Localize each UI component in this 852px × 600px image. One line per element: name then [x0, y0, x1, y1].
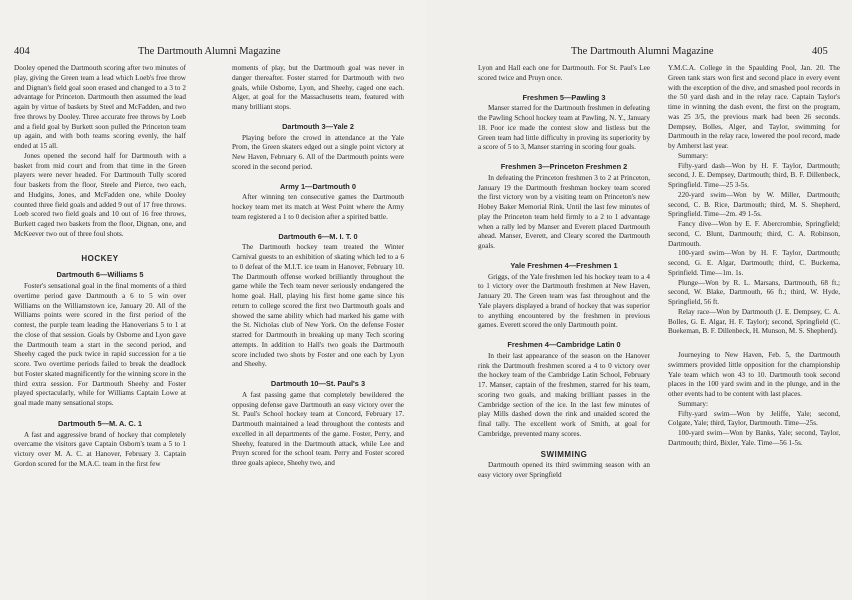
column-1: [14, 64, 186, 594]
paragraph: Lyon and Hall each one for Dartmouth. For St. Paul's Lee scored twice and Pruyn once.: [478, 64, 650, 82]
paragraph: A fast and aggressive brand of hockey that completely overcame the visitors gave Captain Osborn's team a 5 to 1 victory over M. A. C. at Hanover, February 3. Captain Gordon scored for the M.A.C. team in the first few: [14, 430, 186, 468]
paragraph: A fast passing game that completely bewildered the opposing defense gave Dartmouth an easy victory over the St. Paul's School hockey team at Concord, February 17. Dartmouth maintained a lead throughout the contests and excelled in all departments of the game. Foster, Perry, and Sheehy, featured in the Dartmouth attack, while Lee and Pruyn scored for the school team. Perry and Foster scored three goals apiece, Sheehy two, and: [232, 390, 404, 467]
summary-label: Summary:: [678, 151, 708, 160]
page-number-right: 405: [812, 46, 828, 57]
paragraph: Manser starred for the Dartmouth freshmen in defeating the Pawling School hockey team at Pawling, N. Y., January 18. Poor ice made the contest slow and listless but the Green team had little difficulty in proving its superiority by a score of 5 to 3, Manser starring in scoring four goals.: [478, 104, 650, 152]
event-result: Fancy dive—Won by E. F. Abercrombie, Springfield; second, C. Blunt, Dartmouth; third, C. A. Robinson, Dartmouth.: [668, 220, 840, 248]
game-heading: Freshmen 5—Pawling 3: [522, 92, 606, 102]
paragraph: The Dartmouth hockey team treated the Winter Carnival guests to an exhibition of skating which led to a 6 to 0 defeat of the M.I.T. ice team in Hanover, February 10. The Dartmouth offense worked brilliantly throughout the game while the Tech team never seriously endangered the home goal. Hall, playing his first home game since his return to college scored the first two Dartmouth goals and showed the same ability which had marked his game with the St. Nicholas club of New York. On the defense Foster starred for Dartmouth in breaking up many Tech scoring attempts. In addition to Hall's two goals the Dartmouth score included two shots by Foster and one each by Lyon and Sheehy.: [232, 243, 404, 369]
summary-label: Summary:: [678, 399, 708, 408]
event-result: Fifty-yard swim—Won by Jeliffe, Yale; second, Colgate, Yale; third, Taylor, Dartmouth. Time—25s.: [668, 409, 840, 428]
running-head-left: The Dartmouth Alumni Magazine: [138, 46, 281, 57]
paragraph: After winning ten consecutive games the Dartmouth hockey team met its match at West Point where the Army team registered a 1 to 0 decision after a spirited battle.: [232, 193, 404, 221]
game-heading: Dartmouth 6—Williams 5: [56, 270, 144, 280]
column-2: [232, 64, 404, 594]
column-4: [668, 64, 840, 594]
game-heading: Dartmouth 5—M. A. C. 1: [58, 418, 142, 428]
paragraph: moments of play, but the Dartmouth goal was never in danger thereafter. Foster starred for Dartmouth with two goals, while Osborne, Lyon, and Sheehy, caged one each. Alger, at goal for the Massachusetts team, featured with many brilliant stops.: [232, 64, 404, 111]
paragraph: In defeating the Princeton freshmen 3 to 2 at Princeton, January 19 the Dartmouth freshman hockey team scored the first victory won by a visiting team on Princeton's new Hobey Baker Memorial Rink. Until the last few minutes of play the Princeton team held firmly to a 2 to 1 advantage when a rally led by Manser and Everett placed Dartmouth ahead. Manser, Everett, and Cleary scored the Dartmouth goals.: [478, 173, 650, 250]
event-result: 220-yard swim—Won by W. Miller, Dartmouth; second, C. B. Rice, Dartmouth; third, M. S. Shepherd, Springfield. Time—2m. 49 1-5s.: [668, 190, 840, 219]
right-page: [426, 0, 852, 600]
paragraph: Journeying to New Haven, Feb. 5, the Dartmouth swimmers provided little opposition for the championship Yale team which won 43 to 10. Dartmouth took second places in the 100 yard swim and in the plunge, and in the other events had to be content with last places.: [668, 351, 840, 398]
section-heading-swimming: SWIMMING: [540, 449, 588, 459]
game-heading: Army 1—Dartmouth 0: [280, 181, 356, 191]
paragraph: Dooley opened the Dartmouth scoring after two minutes of play, giving the Green team a lead which Loeb's free throw and Dignan's field goal soon erased and changed to a 3 to 2 advantage for Princeton. Dartmouth then assumed the lead again by virtue of baskets by Steel and McFadden, and two free throws by Dooley. Three accurate free throws by Loeb and a field goal by Burkett soon pulled the Princeton team up again, and with both teams scoring evenly, the half ended at 15 all.: [14, 64, 186, 150]
event-result: Relay race—Won by Dartmouth (J. E. Dempsey, C. A. Bolles, G. E. Algar, H. F. Taylor); second, Springfield (C. Buekeman, B. F. Dillenbeck, H. Munson, M. S. Shepherd).: [668, 307, 840, 336]
event-result: 100-yard swim—Won by H. F. Taylor, Dartmouth; second, G. E. Algar, Dartmouth; third, C. Buckema, Sprinfield. Time—1m. 1s.: [668, 249, 840, 277]
event-result: Fifty-yard dash—Won by H. F. Taylor, Dartmouth; second, J. E. Dempsey, Dartmouth; third, B. F. Dillenbeck, Springfield. Time—25 3-5s.: [668, 161, 840, 189]
paragraph: Jones opened the second half for Dartmouth with a basket from mid court and from that time in the Green players were never headed. For Dartmouth Tully scored four baskets from the floor, Steele and Pierce, two each, and Hudgins, Jones, and McFadden one, while Dooley counted three field goals and added 9 out of 17 free throws. Loeb scored two field goals and 10 out of 16 free throws, Burkett caged two baskets from the floor, Dignan, one, and McKeever two out of three foul shots.: [14, 151, 186, 238]
game-heading: Freshmen 4—Cambridge Latin 0: [507, 340, 621, 349]
running-head-right: The Dartmouth Alumni Magazine: [571, 46, 714, 57]
game-heading: Dartmouth 3—Yale 2: [282, 121, 354, 131]
game-heading: Dartmouth 6—M. I. T. 0: [278, 231, 358, 241]
paragraph: Dartmouth opened its third swimming season with an easy victory over Springfield: [478, 461, 650, 479]
paragraph: Foster's sensational goal in the final moments of a third overtime period gave Dartmouth a 6 to 5 win over Williams on the Williamstown ice, January 20. All of the Williams points were scored in the first period of the contest, the purple team leading the Hanoverians 5 to 1 at the close of that session. Goals by Osborne and Lyon gave the Dartmouth team a start in the second period, and Sheehy caged the puck twice in rapid succession for a tie score. Two overtime periods failed to break the deadlock but Foster skated magnificently for the winning score in the third extra session. For Dartmouth Sheehy and Foster played spectacularly, while for Williams Captain Lowe at goal made many sensational stops.: [14, 282, 186, 407]
column-3: [478, 64, 650, 594]
paragraph: Playing before the crowd in attendance at the Yale Prom, the Green skaters edged out a single point victory at New Haven, February 6. All of the Dartmouth points were scored in the second period.: [232, 133, 404, 171]
paragraph: In their last appearance of the season on the Hanover rink the Dartmouth freshmen scored a 4 to 0 victory over the hockey team of the Cambridge Latin School, February 17. Manser, captain of the freshmen, starred for his team, scoring two goals, and making brilliant passes in the Cambridge section of the ice. In the last few minutes of play Mills dashed down the rink and unaided scored the final tally. The excellent work of Smith, at goal for Cambridge, prevented many scores.: [478, 351, 650, 438]
section-heading-hockey: HOCKEY: [81, 253, 119, 263]
page-number-left: 404: [14, 46, 30, 57]
game-heading: Freshmen 3—Princeton Freshmen 2: [500, 162, 628, 171]
event-result: Plunge—Won by R. L. Marsans, Dartmouth, 68 ft.; second, W. Blake, Dartmouth, 66 ft.; third, W. Hyde, Springfield, 56 ft.: [668, 278, 840, 306]
game-heading: Yale Freshmen 4—Freshmen 1: [510, 260, 618, 270]
game-heading: Dartmouth 10—St. Paul's 3: [270, 379, 366, 388]
event-result: 100-yard swim—Won by Banks, Yale; second, Taylor, Dartmouth; third, Bixler, Yale. Time—56 1-5s.: [668, 429, 840, 447]
paragraph: Griggs, of the Yale freshmen led his hockey team to a 4 to 1 victory over the Dartmouth freshmen at New Haven, January 20. The Green team was fast throughout and the Yale players displayed a brand of hockey that was superior to anything encountered by the freshmen in previous games. Everett scored the only Dartmouth point.: [478, 272, 650, 330]
paragraph: Y.M.C.A. College in the Spaulding Pool, Jan. 20. The Green tank stars won first and second place in every event with the exception of the dive, and smashed pool records in the 50 yard dash and in the relay race. Captain Taylor's time in winning the dash event, the first on the program, was 25 3/5, the previous mark had been 26 seconds. Dempsey, Bolles, Alger, and Taylor, swimming for Dartmouth in the relay race, lowered the pool record, made by Amherst last year.: [668, 64, 840, 150]
